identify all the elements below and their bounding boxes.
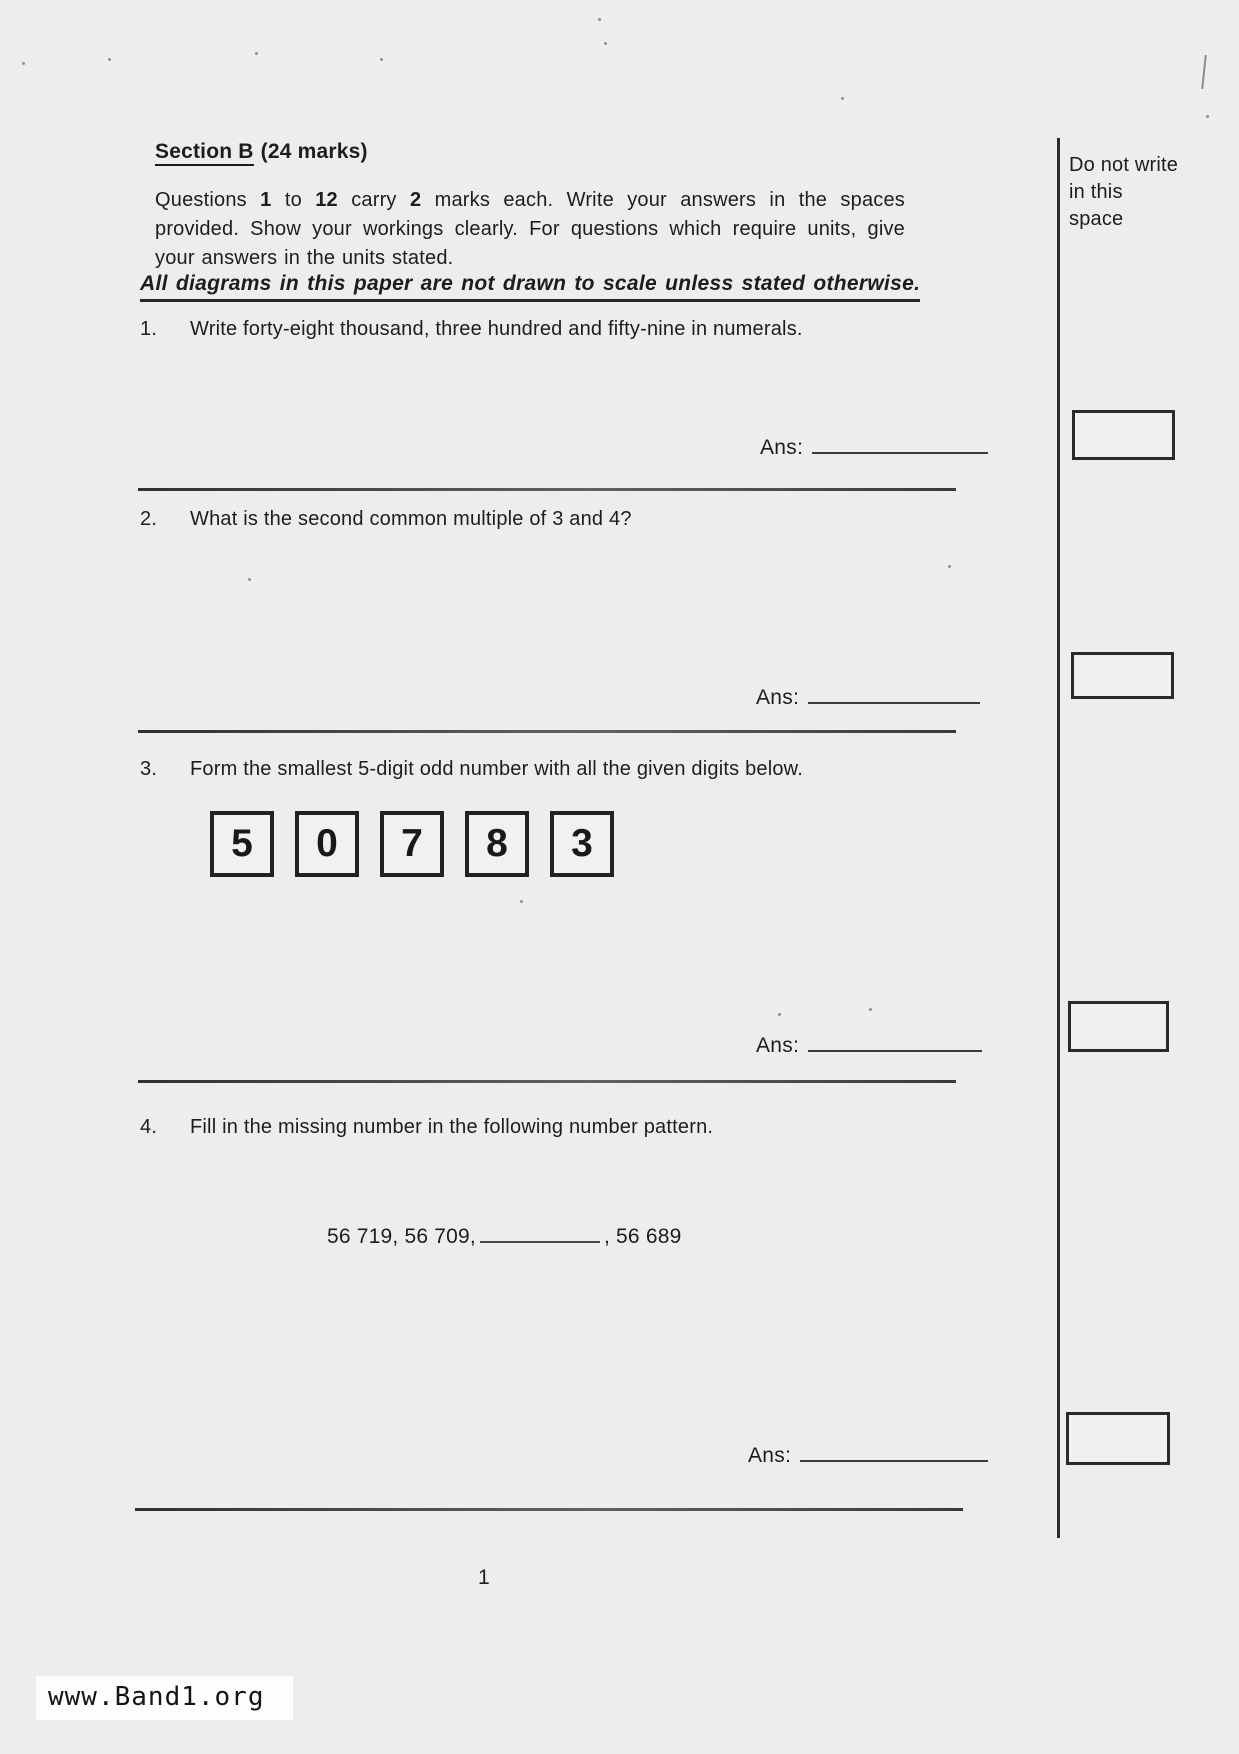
marking-box [1068,1001,1169,1052]
watermark: www.Band1.org [36,1676,293,1720]
question-2-text: What is the second common multiple of 3 and 4? [190,508,632,530]
question-3-number: 3. [140,758,158,780]
pattern-blank-line [480,1221,600,1243]
margin-rule [1057,138,1060,1538]
digit-box: 5 [210,811,274,877]
question-4-number: 4. [140,1116,158,1138]
question-1-text: Write forty-eight thousand, three hundred and fifty-nine in numerals. [190,318,803,340]
digit-boxes [210,811,614,877]
speck [248,578,251,581]
section-instructions [155,186,905,273]
question-1-answer [760,430,988,460]
question-1-number: 1. [140,318,158,340]
ans-label: Ans: [760,436,804,459]
instructions-bold: 1 [260,189,272,211]
answer-blank-line [808,680,980,704]
digit-box: 7 [380,811,444,877]
scan-mark [1201,55,1207,89]
ans-label: Ans: [748,1444,792,1467]
speck [598,18,601,21]
question-2-number: 2. [140,508,158,530]
answer-blank-line [800,1438,988,1462]
speck [778,1013,781,1016]
marking-box [1071,652,1174,699]
question-3-text: Form the smallest 5-digit odd number with all the given digits below. [190,758,803,780]
section-heading-name: Section B [155,140,254,166]
question-divider [138,730,956,733]
question-4-text: Fill in the missing number in the following number pattern. [190,1116,714,1138]
do-not-write-note: Do not write in this space [1069,154,1179,230]
section-heading [155,140,368,164]
digit-box: 0 [295,811,359,877]
speck [520,900,523,903]
speck [22,62,25,65]
ans-label: Ans: [756,686,800,709]
question-2-answer [756,680,980,710]
question-divider [138,1080,956,1083]
marking-box [1066,1412,1170,1465]
number-pattern-start: 56 719, 56 709, [327,1225,476,1248]
digit-box: 3 [550,811,614,877]
instructions-text: to [271,189,316,211]
instructions-text: marks each. Write your answers in the spaces provided. Show your workings clearly. For questions which require units, give your answers in the units stated. [155,189,905,269]
speck [108,58,111,61]
question-4-answer [748,1438,988,1468]
speck [255,52,258,55]
instructions-bold: 12 [315,189,338,211]
question-divider [135,1508,963,1511]
instructions-text: Questions [155,189,261,211]
speck [948,565,951,568]
speck [869,1008,872,1011]
marking-box [1072,410,1175,460]
speck [841,97,844,100]
section-heading-marks: (24 marks) [260,140,368,163]
ans-label: Ans: [756,1034,800,1057]
question-3-answer [756,1028,982,1058]
digit-box: 8 [465,811,529,877]
number-pattern-end: , 56 689 [603,1225,682,1248]
answer-blank-line [812,430,988,454]
page-number: 1 [478,1566,490,1589]
scale-disclaimer: All diagrams in this paper are not drawn to scale unless stated otherwise. [140,272,920,302]
instructions-text: carry [337,189,410,211]
question-divider [138,488,956,491]
speck [604,42,607,45]
speck [1206,115,1209,118]
answer-blank-line [808,1028,982,1052]
number-pattern [327,1221,681,1249]
instructions-bold: 2 [409,189,422,211]
speck [380,58,383,61]
